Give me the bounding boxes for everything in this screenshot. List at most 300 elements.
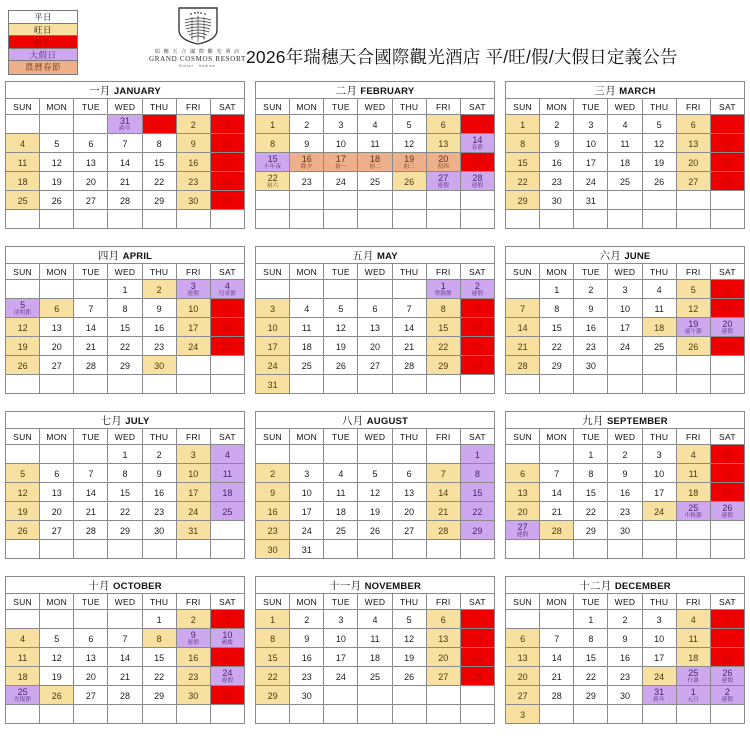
day-cell[interactable] (176, 337, 210, 356)
day-cell[interactable] (40, 172, 74, 191)
day-cell[interactable] (426, 464, 460, 483)
day-cell[interactable] (324, 610, 358, 629)
day-cell[interactable] (540, 521, 574, 540)
day-cell[interactable] (710, 464, 744, 483)
day-cell[interactable] (176, 629, 210, 648)
day-cell[interactable] (460, 172, 494, 191)
day-cell[interactable] (176, 667, 210, 686)
day-cell[interactable] (574, 667, 608, 686)
day-cell[interactable] (108, 667, 142, 686)
day-cell[interactable] (676, 648, 710, 667)
day-cell[interactable] (540, 318, 574, 337)
day-cell[interactable] (40, 356, 74, 375)
day-cell[interactable] (574, 337, 608, 356)
day-cell[interactable] (324, 337, 358, 356)
day-cell[interactable] (256, 610, 290, 629)
day-cell[interactable] (6, 172, 40, 191)
day-cell[interactable] (256, 356, 290, 375)
day-cell[interactable] (642, 648, 676, 667)
day-cell[interactable] (210, 686, 244, 705)
day-cell[interactable] (6, 686, 40, 705)
day-cell[interactable] (608, 445, 642, 464)
day-cell[interactable] (74, 521, 108, 540)
day-cell[interactable] (290, 337, 324, 356)
day-cell[interactable] (256, 115, 290, 134)
day-cell[interactable] (290, 153, 324, 172)
day-cell[interactable] (392, 134, 426, 153)
day-cell[interactable] (392, 318, 426, 337)
day-cell[interactable] (256, 521, 290, 540)
day-cell[interactable] (210, 191, 244, 210)
day-cell[interactable] (710, 299, 744, 318)
day-cell[interactable] (506, 337, 540, 356)
day-cell[interactable] (540, 667, 574, 686)
day-cell[interactable] (574, 356, 608, 375)
day-cell[interactable] (392, 610, 426, 629)
day-cell[interactable] (392, 648, 426, 667)
day-cell[interactable] (6, 502, 40, 521)
day-cell[interactable] (142, 445, 176, 464)
day-cell[interactable] (324, 356, 358, 375)
day-cell[interactable] (74, 483, 108, 502)
day-cell[interactable] (176, 648, 210, 667)
day-cell[interactable] (256, 153, 290, 172)
day-cell[interactable] (108, 337, 142, 356)
day-cell[interactable] (256, 648, 290, 667)
day-cell[interactable] (426, 502, 460, 521)
day-cell[interactable] (574, 191, 608, 210)
day-cell[interactable] (460, 629, 494, 648)
day-cell[interactable] (426, 172, 460, 191)
day-cell[interactable] (574, 115, 608, 134)
day-cell[interactable] (142, 280, 176, 299)
day-cell[interactable] (676, 483, 710, 502)
day-cell[interactable] (676, 445, 710, 464)
day-cell[interactable] (540, 686, 574, 705)
day-cell[interactable] (392, 172, 426, 191)
day-cell[interactable] (460, 667, 494, 686)
day-cell[interactable] (176, 445, 210, 464)
day-cell[interactable] (506, 629, 540, 648)
day-cell[interactable] (608, 483, 642, 502)
day-cell[interactable] (710, 483, 744, 502)
day-cell[interactable] (358, 115, 392, 134)
day-cell[interactable] (40, 648, 74, 667)
day-cell[interactable] (142, 299, 176, 318)
day-cell[interactable] (256, 667, 290, 686)
day-cell[interactable] (6, 191, 40, 210)
day-cell[interactable] (642, 686, 676, 705)
day-cell[interactable] (710, 280, 744, 299)
day-cell[interactable] (6, 337, 40, 356)
day-cell[interactable] (142, 115, 176, 134)
day-cell[interactable] (108, 172, 142, 191)
day-cell[interactable] (358, 356, 392, 375)
day-cell[interactable] (108, 445, 142, 464)
day-cell[interactable] (506, 134, 540, 153)
day-cell[interactable] (460, 445, 494, 464)
day-cell[interactable] (142, 521, 176, 540)
day-cell[interactable] (210, 629, 244, 648)
day-cell[interactable] (574, 445, 608, 464)
day-cell[interactable] (40, 502, 74, 521)
day-cell[interactable] (574, 153, 608, 172)
day-cell[interactable] (108, 521, 142, 540)
day-cell[interactable] (108, 483, 142, 502)
day-cell[interactable] (290, 667, 324, 686)
day-cell[interactable] (142, 337, 176, 356)
day-cell[interactable] (608, 521, 642, 540)
day-cell[interactable] (256, 172, 290, 191)
day-cell[interactable] (290, 502, 324, 521)
day-cell[interactable] (358, 318, 392, 337)
day-cell[interactable] (324, 502, 358, 521)
day-cell[interactable] (506, 153, 540, 172)
day-cell[interactable] (676, 280, 710, 299)
day-cell[interactable] (40, 483, 74, 502)
day-cell[interactable] (676, 172, 710, 191)
day-cell[interactable] (256, 540, 290, 559)
day-cell[interactable] (506, 648, 540, 667)
day-cell[interactable] (608, 172, 642, 191)
day-cell[interactable] (642, 299, 676, 318)
day-cell[interactable] (426, 280, 460, 299)
day-cell[interactable] (574, 648, 608, 667)
day-cell[interactable] (40, 464, 74, 483)
day-cell[interactable] (676, 115, 710, 134)
day-cell[interactable] (290, 299, 324, 318)
day-cell[interactable] (108, 299, 142, 318)
day-cell[interactable] (676, 686, 710, 705)
day-cell[interactable] (210, 134, 244, 153)
day-cell[interactable] (324, 299, 358, 318)
day-cell[interactable] (540, 464, 574, 483)
day-cell[interactable] (6, 464, 40, 483)
day-cell[interactable] (6, 521, 40, 540)
day-cell[interactable] (74, 299, 108, 318)
day-cell[interactable] (392, 299, 426, 318)
day-cell[interactable] (676, 134, 710, 153)
day-cell[interactable] (40, 521, 74, 540)
day-cell[interactable] (108, 502, 142, 521)
day-cell[interactable] (358, 521, 392, 540)
day-cell[interactable] (210, 667, 244, 686)
day-cell[interactable] (74, 337, 108, 356)
day-cell[interactable] (506, 191, 540, 210)
day-cell[interactable] (358, 648, 392, 667)
day-cell[interactable] (676, 464, 710, 483)
day-cell[interactable] (540, 483, 574, 502)
day-cell[interactable] (460, 280, 494, 299)
day-cell[interactable] (608, 299, 642, 318)
day-cell[interactable] (74, 686, 108, 705)
day-cell[interactable] (210, 280, 244, 299)
day-cell[interactable] (176, 134, 210, 153)
day-cell[interactable] (426, 610, 460, 629)
day-cell[interactable] (210, 318, 244, 337)
day-cell[interactable] (176, 172, 210, 191)
day-cell[interactable] (540, 172, 574, 191)
day-cell[interactable] (6, 318, 40, 337)
day-cell[interactable] (506, 705, 540, 724)
day-cell[interactable] (460, 483, 494, 502)
day-cell[interactable] (358, 610, 392, 629)
day-cell[interactable] (574, 502, 608, 521)
day-cell[interactable] (540, 356, 574, 375)
day-cell[interactable] (142, 610, 176, 629)
day-cell[interactable] (176, 153, 210, 172)
day-cell[interactable] (358, 483, 392, 502)
day-cell[interactable] (324, 153, 358, 172)
day-cell[interactable] (290, 540, 324, 559)
day-cell[interactable] (108, 648, 142, 667)
day-cell[interactable] (642, 629, 676, 648)
day-cell[interactable] (574, 134, 608, 153)
day-cell[interactable] (108, 356, 142, 375)
day-cell[interactable] (460, 115, 494, 134)
day-cell[interactable] (142, 153, 176, 172)
day-cell[interactable] (506, 318, 540, 337)
day-cell[interactable] (256, 318, 290, 337)
day-cell[interactable] (506, 483, 540, 502)
day-cell[interactable] (324, 134, 358, 153)
day-cell[interactable] (676, 667, 710, 686)
day-cell[interactable] (460, 318, 494, 337)
day-cell[interactable] (358, 667, 392, 686)
day-cell[interactable] (108, 464, 142, 483)
day-cell[interactable] (574, 629, 608, 648)
day-cell[interactable] (40, 299, 74, 318)
day-cell[interactable] (460, 610, 494, 629)
day-cell[interactable] (506, 172, 540, 191)
day-cell[interactable] (142, 318, 176, 337)
day-cell[interactable] (676, 318, 710, 337)
day-cell[interactable] (392, 629, 426, 648)
day-cell[interactable] (540, 191, 574, 210)
day-cell[interactable] (176, 280, 210, 299)
day-cell[interactable] (710, 502, 744, 521)
day-cell[interactable] (574, 172, 608, 191)
day-cell[interactable] (460, 134, 494, 153)
day-cell[interactable] (426, 115, 460, 134)
day-cell[interactable] (210, 299, 244, 318)
day-cell[interactable] (574, 318, 608, 337)
day-cell[interactable] (608, 464, 642, 483)
day-cell[interactable] (460, 337, 494, 356)
day-cell[interactable] (358, 337, 392, 356)
day-cell[interactable] (642, 337, 676, 356)
day-cell[interactable] (74, 464, 108, 483)
day-cell[interactable] (392, 667, 426, 686)
day-cell[interactable] (142, 483, 176, 502)
day-cell[interactable] (642, 610, 676, 629)
day-cell[interactable] (460, 521, 494, 540)
day-cell[interactable] (290, 356, 324, 375)
day-cell[interactable] (426, 648, 460, 667)
day-cell[interactable] (74, 502, 108, 521)
day-cell[interactable] (358, 299, 392, 318)
day-cell[interactable] (6, 483, 40, 502)
day-cell[interactable] (40, 134, 74, 153)
day-cell[interactable] (74, 318, 108, 337)
day-cell[interactable] (710, 648, 744, 667)
day-cell[interactable] (642, 318, 676, 337)
day-cell[interactable] (176, 686, 210, 705)
day-cell[interactable] (256, 299, 290, 318)
day-cell[interactable] (676, 610, 710, 629)
day-cell[interactable] (608, 134, 642, 153)
day-cell[interactable] (40, 686, 74, 705)
day-cell[interactable] (324, 318, 358, 337)
day-cell[interactable] (676, 629, 710, 648)
day-cell[interactable] (256, 134, 290, 153)
day-cell[interactable] (108, 629, 142, 648)
day-cell[interactable] (426, 153, 460, 172)
day-cell[interactable] (210, 483, 244, 502)
day-cell[interactable] (642, 483, 676, 502)
day-cell[interactable] (108, 153, 142, 172)
day-cell[interactable] (290, 521, 324, 540)
day-cell[interactable] (426, 629, 460, 648)
day-cell[interactable] (176, 318, 210, 337)
day-cell[interactable] (426, 134, 460, 153)
day-cell[interactable] (642, 153, 676, 172)
day-cell[interactable] (676, 299, 710, 318)
day-cell[interactable] (460, 464, 494, 483)
day-cell[interactable] (176, 483, 210, 502)
day-cell[interactable] (506, 502, 540, 521)
day-cell[interactable] (608, 629, 642, 648)
day-cell[interactable] (540, 629, 574, 648)
day-cell[interactable] (176, 191, 210, 210)
day-cell[interactable] (74, 356, 108, 375)
day-cell[interactable] (210, 153, 244, 172)
day-cell[interactable] (608, 115, 642, 134)
day-cell[interactable] (176, 610, 210, 629)
day-cell[interactable] (608, 610, 642, 629)
day-cell[interactable] (392, 356, 426, 375)
day-cell[interactable] (392, 337, 426, 356)
day-cell[interactable] (256, 337, 290, 356)
day-cell[interactable] (290, 134, 324, 153)
day-cell[interactable] (540, 153, 574, 172)
day-cell[interactable] (642, 115, 676, 134)
day-cell[interactable] (392, 115, 426, 134)
day-cell[interactable] (540, 134, 574, 153)
day-cell[interactable] (608, 318, 642, 337)
day-cell[interactable] (176, 115, 210, 134)
day-cell[interactable] (74, 172, 108, 191)
day-cell[interactable] (608, 502, 642, 521)
day-cell[interactable] (108, 115, 142, 134)
day-cell[interactable] (142, 686, 176, 705)
day-cell[interactable] (608, 648, 642, 667)
day-cell[interactable] (256, 464, 290, 483)
day-cell[interactable] (74, 648, 108, 667)
day-cell[interactable] (210, 648, 244, 667)
day-cell[interactable] (506, 667, 540, 686)
day-cell[interactable] (392, 502, 426, 521)
day-cell[interactable] (324, 521, 358, 540)
day-cell[interactable] (108, 191, 142, 210)
day-cell[interactable] (40, 318, 74, 337)
day-cell[interactable] (426, 667, 460, 686)
day-cell[interactable] (540, 337, 574, 356)
day-cell[interactable] (608, 667, 642, 686)
day-cell[interactable] (142, 629, 176, 648)
day-cell[interactable] (290, 629, 324, 648)
day-cell[interactable] (710, 134, 744, 153)
day-cell[interactable] (426, 483, 460, 502)
day-cell[interactable] (6, 134, 40, 153)
day-cell[interactable] (142, 648, 176, 667)
day-cell[interactable] (506, 115, 540, 134)
day-cell[interactable] (256, 375, 290, 394)
day-cell[interactable] (142, 172, 176, 191)
day-cell[interactable] (574, 299, 608, 318)
day-cell[interactable] (426, 299, 460, 318)
day-cell[interactable] (142, 191, 176, 210)
day-cell[interactable] (460, 648, 494, 667)
day-cell[interactable] (210, 115, 244, 134)
day-cell[interactable] (108, 134, 142, 153)
day-cell[interactable] (74, 667, 108, 686)
day-cell[interactable] (324, 172, 358, 191)
day-cell[interactable] (108, 318, 142, 337)
day-cell[interactable] (290, 172, 324, 191)
day-cell[interactable] (358, 134, 392, 153)
day-cell[interactable] (710, 686, 744, 705)
day-cell[interactable] (608, 337, 642, 356)
day-cell[interactable] (506, 356, 540, 375)
day-cell[interactable] (460, 153, 494, 172)
day-cell[interactable] (74, 134, 108, 153)
day-cell[interactable] (642, 172, 676, 191)
day-cell[interactable] (574, 686, 608, 705)
day-cell[interactable] (426, 337, 460, 356)
day-cell[interactable] (540, 280, 574, 299)
day-cell[interactable] (426, 356, 460, 375)
day-cell[interactable] (290, 648, 324, 667)
day-cell[interactable] (642, 502, 676, 521)
day-cell[interactable] (574, 483, 608, 502)
day-cell[interactable] (290, 483, 324, 502)
day-cell[interactable] (142, 502, 176, 521)
day-cell[interactable] (176, 299, 210, 318)
day-cell[interactable] (676, 337, 710, 356)
day-cell[interactable] (210, 610, 244, 629)
day-cell[interactable] (608, 280, 642, 299)
day-cell[interactable] (6, 648, 40, 667)
day-cell[interactable] (642, 280, 676, 299)
day-cell[interactable] (108, 280, 142, 299)
day-cell[interactable] (710, 445, 744, 464)
day-cell[interactable] (710, 610, 744, 629)
day-cell[interactable] (324, 629, 358, 648)
day-cell[interactable] (710, 153, 744, 172)
day-cell[interactable] (324, 464, 358, 483)
day-cell[interactable] (540, 115, 574, 134)
day-cell[interactable] (358, 172, 392, 191)
day-cell[interactable] (540, 299, 574, 318)
day-cell[interactable] (710, 337, 744, 356)
day-cell[interactable] (40, 629, 74, 648)
day-cell[interactable] (574, 521, 608, 540)
day-cell[interactable] (210, 464, 244, 483)
day-cell[interactable] (506, 299, 540, 318)
day-cell[interactable] (642, 445, 676, 464)
day-cell[interactable] (210, 502, 244, 521)
